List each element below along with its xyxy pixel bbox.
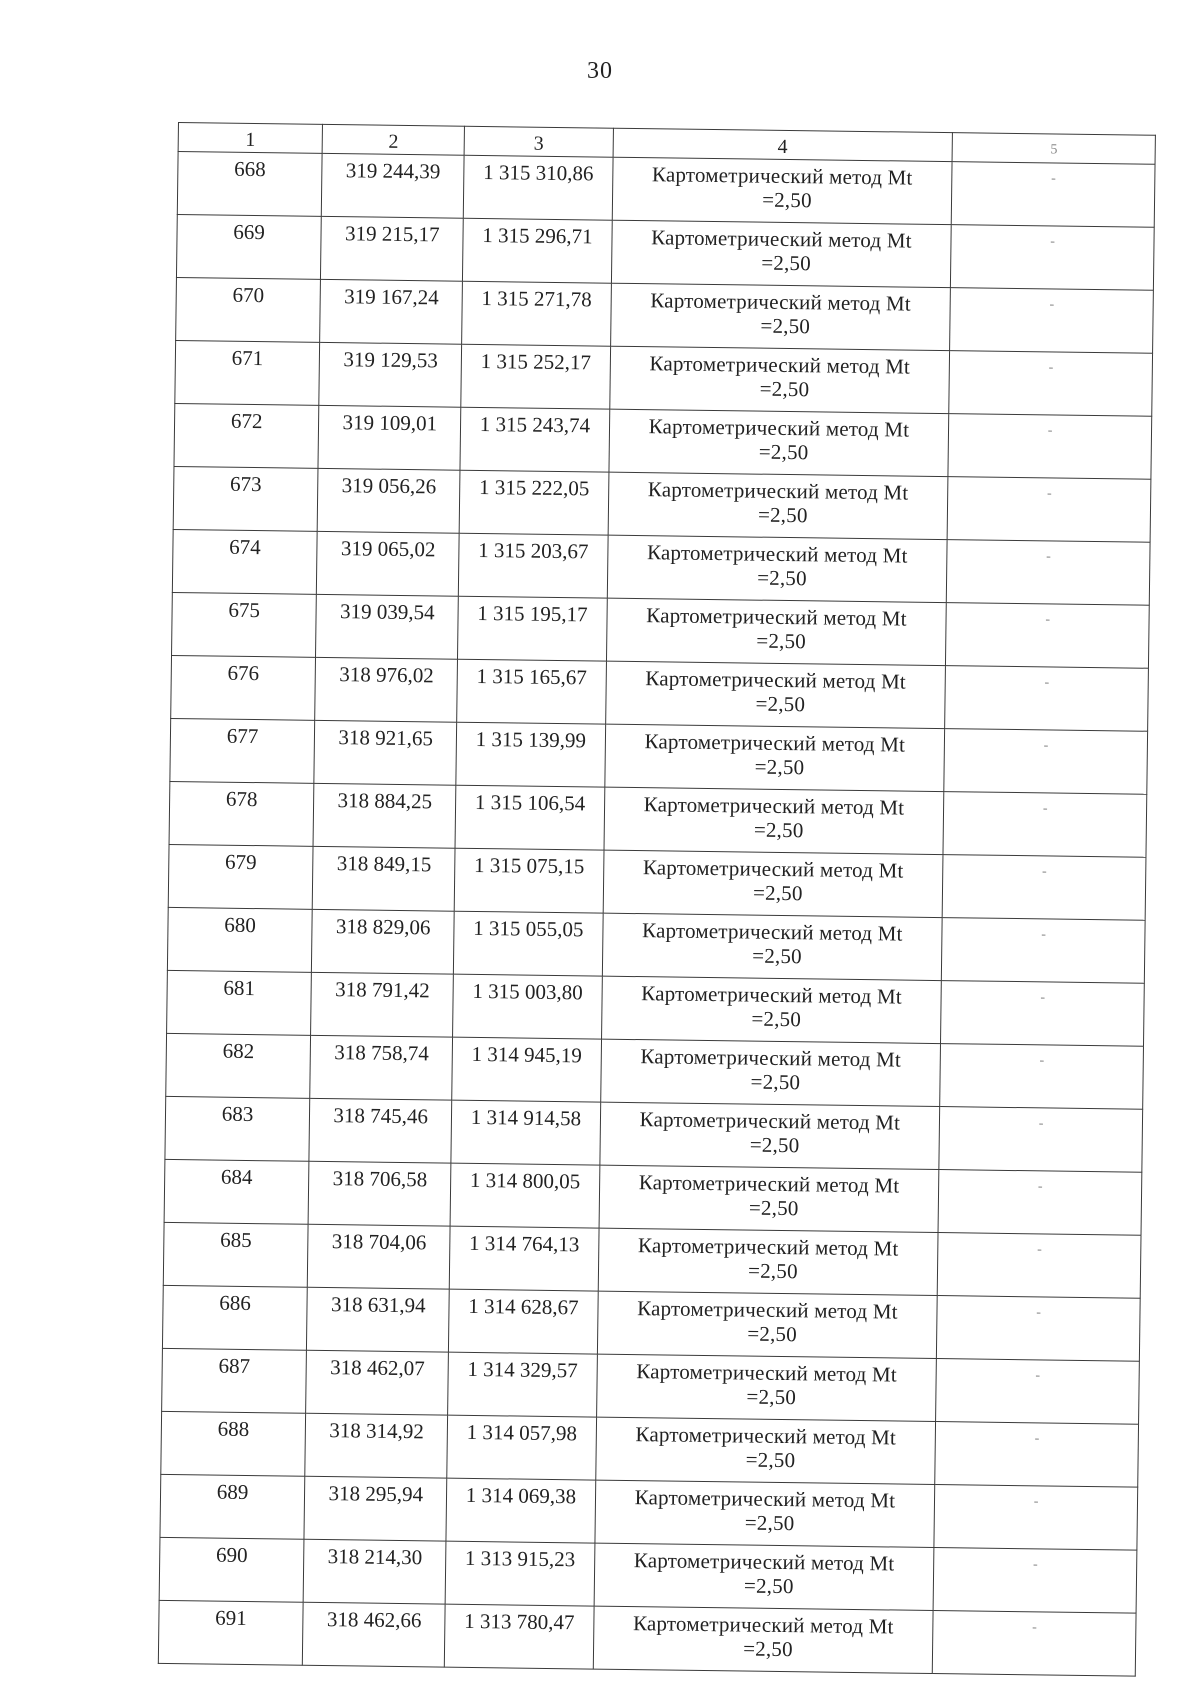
coordinate-y: 1 315 195,17 xyxy=(458,596,607,661)
method-cell xyxy=(607,535,948,602)
method-accuracy: =2,50 xyxy=(743,1636,793,1662)
method-text: Картометрический метод Mt xyxy=(648,414,910,442)
note-cell: - xyxy=(934,1485,1137,1551)
method-cell xyxy=(599,1165,940,1232)
point-number: 670 xyxy=(176,277,321,342)
point-number: 690 xyxy=(159,1537,304,1602)
point-number: 673 xyxy=(173,466,318,531)
coordinate-y: 1 314 329,57 xyxy=(448,1352,597,1417)
point-number: 680 xyxy=(167,907,312,972)
coordinate-y: 1 315 139,99 xyxy=(456,722,605,787)
point-number: 681 xyxy=(167,970,312,1035)
method-accuracy: =2,50 xyxy=(747,1321,798,1347)
method-accuracy: =2,50 xyxy=(752,943,803,969)
coordinate-x: 318 462,66 xyxy=(302,1602,445,1667)
coordinate-y: 1 314 800,05 xyxy=(450,1163,599,1228)
method-cell xyxy=(605,661,946,728)
method-text: Картометрический метод Mt xyxy=(644,729,906,757)
point-number: 678 xyxy=(169,781,314,846)
method-text: Картометрический метод Mt xyxy=(633,1548,895,1576)
method-text: Картометрический метод Mt xyxy=(636,1296,898,1324)
note-cell: - xyxy=(944,729,1147,795)
coordinate-y: 1 315 106,54 xyxy=(455,785,604,850)
method-text: Картометрический метод Mt xyxy=(639,1107,901,1135)
note-cell: - xyxy=(947,477,1150,543)
note-cell: - xyxy=(949,351,1152,417)
coordinate-y: 1 315 243,74 xyxy=(460,407,609,472)
coordinate-x: 318 745,46 xyxy=(309,1098,452,1163)
point-number: 675 xyxy=(172,592,317,657)
method-text: Картометрический метод Mt xyxy=(642,855,904,883)
method-text: Картометрический метод Mt xyxy=(650,288,912,316)
coordinate-y: 1 315 075,15 xyxy=(455,848,604,913)
method-cell xyxy=(611,220,952,287)
note-cell: - xyxy=(936,1359,1139,1425)
coordinate-y: 1 315 310,86 xyxy=(464,155,613,220)
method-accuracy: =2,50 xyxy=(759,376,810,402)
note-cell: - xyxy=(952,162,1155,228)
method-cell xyxy=(606,598,947,665)
point-number: 686 xyxy=(162,1285,307,1350)
note-cell: - xyxy=(942,855,1145,921)
method-accuracy: =2,50 xyxy=(762,187,812,213)
point-number: 668 xyxy=(177,152,322,217)
coordinate-y: 1 314 057,98 xyxy=(447,1415,596,1480)
method-text: Картометрический метод Mt xyxy=(646,603,907,631)
method-cell xyxy=(597,1291,938,1358)
note-cell: - xyxy=(942,918,1145,984)
method-text: Картометрический метод Mt xyxy=(645,666,907,694)
point-number: 669 xyxy=(176,214,321,279)
note-cell: - xyxy=(933,1611,1136,1677)
method-accuracy: =2,50 xyxy=(757,502,808,528)
coordinate-x: 319 039,54 xyxy=(316,594,459,659)
method-text: Картометрический метод Mt xyxy=(640,1044,902,1072)
method-cell xyxy=(600,1039,941,1106)
coordinate-x: 319 056,26 xyxy=(317,468,460,533)
point-number: 671 xyxy=(175,340,320,405)
method-accuracy: =2,50 xyxy=(752,880,803,906)
method-accuracy: =2,50 xyxy=(753,817,804,843)
method-text: Картометрический метод Mt xyxy=(646,540,908,568)
method-cell xyxy=(594,1543,935,1610)
coordinate-y: 1 314 069,38 xyxy=(446,1478,595,1543)
coordinate-x: 318 706,58 xyxy=(308,1161,451,1226)
coordinates-table xyxy=(158,122,1156,1677)
point-number: 691 xyxy=(158,1600,303,1665)
method-text: Картометрический метод Mt xyxy=(634,1485,896,1513)
coordinate-x: 319 167,24 xyxy=(320,279,463,344)
method-text: Картометрический метод Mt xyxy=(647,477,909,505)
method-text: Картометрический метод Mt xyxy=(635,1422,897,1450)
header-col-4: 4 xyxy=(613,128,953,161)
coordinate-y: 1 314 945,19 xyxy=(452,1037,601,1102)
point-number: 683 xyxy=(165,1096,310,1161)
coordinate-x: 318 884,25 xyxy=(313,783,456,848)
coordinate-x: 318 758,74 xyxy=(310,1035,453,1100)
method-cell xyxy=(593,1606,934,1673)
coordinate-x: 319 244,39 xyxy=(321,153,464,218)
coordinate-y: 1 313 780,47 xyxy=(445,1604,594,1669)
coordinate-x: 318 314,92 xyxy=(305,1413,448,1478)
table-body xyxy=(158,152,1155,1677)
method-accuracy: =2,50 xyxy=(750,1069,801,1095)
point-number: 685 xyxy=(163,1222,308,1287)
point-number: 674 xyxy=(172,529,317,594)
point-number: 689 xyxy=(160,1474,305,1539)
coordinate-y: 1 315 055,05 xyxy=(454,911,603,976)
point-number: 687 xyxy=(162,1348,307,1413)
method-accuracy: =2,50 xyxy=(745,1447,796,1473)
method-cell xyxy=(609,346,950,413)
coordinate-x: 318 704,06 xyxy=(307,1224,450,1289)
coordinate-x: 318 631,94 xyxy=(307,1287,450,1352)
coordinate-x: 318 214,30 xyxy=(303,1539,446,1604)
point-number: 682 xyxy=(166,1033,311,1098)
method-cell xyxy=(594,1480,935,1547)
method-cell xyxy=(612,157,953,224)
method-text: Картометрический метод Mt xyxy=(632,1611,894,1639)
method-cell xyxy=(610,283,951,350)
point-number: 679 xyxy=(168,844,313,909)
coordinate-y: 1 314 764,13 xyxy=(450,1226,599,1291)
method-accuracy: =2,50 xyxy=(747,1258,798,1284)
note-cell: - xyxy=(946,603,1149,669)
coordinate-y: 1 315 165,67 xyxy=(457,659,606,724)
header-col-1: 1 xyxy=(178,123,323,154)
method-cell xyxy=(601,976,942,1043)
method-text: Картометрический метод Mt xyxy=(649,351,911,379)
coordinate-y: 1 314 628,67 xyxy=(449,1289,598,1354)
point-number: 688 xyxy=(161,1411,306,1476)
method-accuracy: =2,50 xyxy=(757,565,807,591)
coordinate-y: 1 315 003,80 xyxy=(453,974,602,1039)
note-cell: - xyxy=(935,1422,1138,1488)
coordinate-y: 1 315 222,05 xyxy=(459,470,608,535)
method-text: Картометрический метод Mt xyxy=(643,792,905,820)
note-cell: - xyxy=(940,1044,1143,1110)
method-accuracy: =2,50 xyxy=(761,250,812,276)
coordinate-x: 319 065,02 xyxy=(317,531,460,596)
coordinate-y: 1 315 296,71 xyxy=(463,218,612,283)
note-cell: - xyxy=(933,1548,1136,1614)
method-accuracy: =2,50 xyxy=(756,628,807,654)
note-cell: - xyxy=(941,981,1144,1047)
coordinate-x: 318 849,15 xyxy=(312,846,455,911)
method-cell xyxy=(608,472,949,539)
coordinate-x: 319 129,53 xyxy=(319,342,462,407)
method-accuracy: =2,50 xyxy=(744,1510,795,1536)
page-number: 30 xyxy=(587,58,613,84)
coordinate-x: 318 976,02 xyxy=(315,657,458,722)
coordinate-x: 318 295,94 xyxy=(304,1476,447,1541)
method-accuracy: =2,50 xyxy=(754,754,805,780)
method-cell xyxy=(603,850,944,917)
coordinate-y: 1 313 915,23 xyxy=(445,1541,594,1606)
note-cell: - xyxy=(951,225,1154,291)
method-cell xyxy=(604,724,945,791)
method-cell xyxy=(602,913,943,980)
header-col-5: 5 xyxy=(952,133,1155,165)
method-text: Картометрический метод Mt xyxy=(651,162,913,190)
note-cell: - xyxy=(947,540,1150,606)
coordinate-y: 1 315 252,17 xyxy=(461,344,610,409)
note-cell: - xyxy=(938,1170,1141,1236)
method-accuracy: =2,50 xyxy=(758,439,809,465)
method-text: Картометрический метод Mt xyxy=(638,1170,900,1198)
table-row xyxy=(158,1600,1136,1676)
coordinate-x: 318 829,06 xyxy=(312,909,455,974)
note-cell: - xyxy=(937,1296,1140,1362)
method-accuracy: =2,50 xyxy=(749,1132,800,1158)
coordinate-x: 319 215,17 xyxy=(321,216,464,281)
method-cell xyxy=(596,1354,937,1421)
note-cell: - xyxy=(938,1233,1141,1299)
method-cell xyxy=(598,1228,939,1295)
point-number: 672 xyxy=(174,403,319,468)
coordinate-x: 318 462,07 xyxy=(306,1350,449,1415)
note-cell: - xyxy=(943,792,1146,858)
method-cell xyxy=(608,409,949,476)
note-cell: - xyxy=(948,414,1151,480)
method-text: Картометрический метод Mt xyxy=(636,1359,898,1387)
method-text: Картометрический метод Mt xyxy=(637,1233,899,1261)
method-text: Картометрический метод Mt xyxy=(651,225,912,253)
header-col-3: 3 xyxy=(464,126,613,157)
method-accuracy: =2,50 xyxy=(746,1384,797,1410)
method-accuracy: =2,50 xyxy=(755,691,806,717)
method-accuracy: =2,50 xyxy=(751,1006,802,1032)
coordinate-y: 1 314 914,58 xyxy=(451,1100,600,1165)
point-number: 677 xyxy=(170,718,315,783)
note-cell: - xyxy=(939,1107,1142,1173)
point-number: 676 xyxy=(171,655,316,720)
coordinate-y: 1 315 203,67 xyxy=(459,533,608,598)
method-accuracy: =2,50 xyxy=(748,1195,799,1221)
method-text: Картометрический метод Mt xyxy=(641,918,903,946)
coordinate-y: 1 315 271,78 xyxy=(462,281,611,346)
method-text: Картометрический метод Mt xyxy=(641,981,902,1009)
coordinate-x: 319 109,01 xyxy=(318,405,461,470)
coordinate-x: 318 791,42 xyxy=(311,972,454,1037)
method-cell xyxy=(595,1417,936,1484)
method-cell xyxy=(599,1102,940,1169)
method-accuracy: =2,50 xyxy=(743,1573,794,1599)
note-cell: - xyxy=(945,666,1148,732)
point-number: 684 xyxy=(164,1159,309,1224)
method-accuracy: =2,50 xyxy=(760,313,811,339)
header-col-2: 2 xyxy=(322,124,465,155)
coordinate-x: 318 921,65 xyxy=(314,720,457,785)
note-cell: - xyxy=(950,288,1153,354)
method-cell xyxy=(604,787,945,854)
